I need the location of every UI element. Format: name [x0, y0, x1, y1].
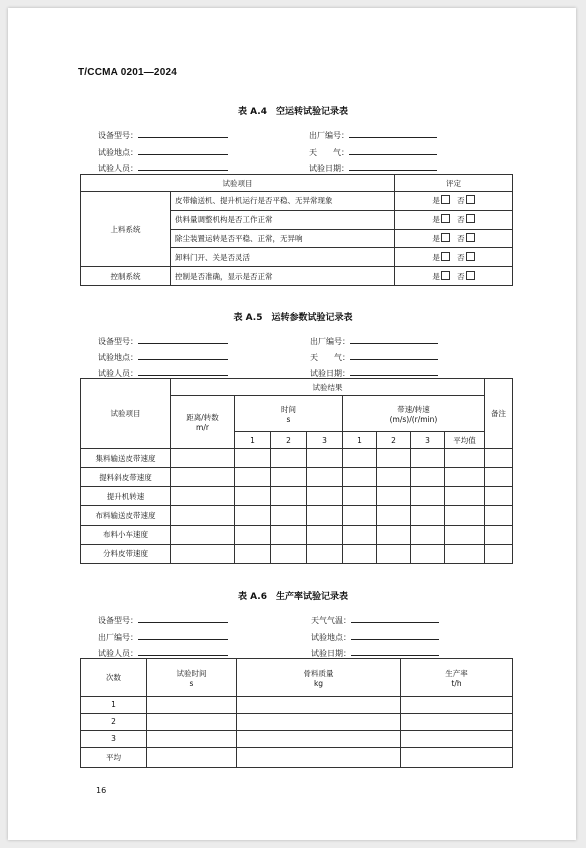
no-checkbox[interactable] — [466, 195, 475, 204]
a5-header-n1: 1 — [235, 432, 271, 449]
a5-header-note: 备注 — [485, 379, 513, 449]
a5-info-left-3: 试验人员： — [98, 366, 228, 379]
no-checkbox[interactable] — [466, 252, 475, 261]
a6-info-left-2: 出厂编号： — [98, 630, 228, 643]
a6-info-right-1: 天气气温： — [311, 613, 439, 626]
a4-row-item: 控制是否准确，显示是否正常 — [171, 267, 395, 286]
table-a5 — [80, 378, 513, 564]
a5-info-right-1: 出厂编号： — [310, 334, 438, 347]
table-a6-caption: 表 A.6 生产率试验记录表 — [238, 592, 348, 602]
table-a4-caption: 表 A.4 空运转试验记录表 — [238, 107, 348, 117]
yes-checkbox[interactable] — [441, 195, 450, 204]
a4-eval-cell: 是 否 — [395, 267, 513, 286]
a4-eval-cell: 是 否 — [395, 210, 513, 229]
a4-row-item: 卸料门开、关是否灵活 — [171, 248, 395, 267]
a4-row-item: 除尘装置运转是否平稳、正常，无异响 — [171, 229, 395, 248]
a4-info-left-1: 设备型号： — [98, 128, 228, 141]
a4-info-right-1: 出厂编号： — [309, 128, 437, 141]
a6-header-count: 次数 — [81, 659, 147, 697]
a4-group-feeding: 上料系统 — [81, 192, 171, 267]
a6-header-mass: 骨料质量 kg — [237, 659, 401, 697]
a6-row-label: 平均 — [81, 747, 147, 767]
table-a5-caption: 表 A.5 运转参数试验记录表 — [233, 313, 353, 323]
a5-row-label: 布料小车速度 — [81, 525, 171, 544]
table-a4 — [80, 174, 513, 286]
a5-header-n2: 2 — [271, 432, 307, 449]
a5-header-distance: 距离/转数 m/r — [171, 396, 235, 449]
a5-row-label: 布料输送皮带速度 — [81, 506, 171, 525]
a6-info-left-3: 试验人员： — [98, 646, 228, 659]
a5-info-right-3: 试验日期： — [310, 366, 438, 379]
a5-header-n2: 2 — [377, 432, 411, 449]
a5-header-time: 时间 s — [235, 396, 343, 432]
a4-info-left-3: 试验人员： — [98, 161, 228, 174]
table-a6 — [80, 658, 513, 768]
a6-row-label: 2 — [81, 713, 147, 730]
a5-header-speed: 带速/转速 (m/s)/(r/min) — [343, 396, 485, 432]
a5-header-result: 试验结果 — [171, 379, 485, 396]
a5-header-n3: 3 — [411, 432, 445, 449]
a6-row-label: 3 — [81, 730, 147, 747]
a5-row-label: 提升机转速 — [81, 487, 171, 506]
a4-header-eval: 评定 — [395, 175, 513, 192]
page-number: 16 — [96, 786, 107, 795]
standard-header: T/CCMA 0201—2024 — [78, 67, 177, 78]
yes-checkbox[interactable] — [441, 214, 450, 223]
a5-row-label: 分料皮带速度 — [81, 544, 171, 563]
yes-checkbox[interactable] — [441, 233, 450, 242]
a6-info-right-2: 试验地点： — [311, 630, 439, 643]
a4-group-control: 控制系统 — [81, 267, 171, 286]
no-checkbox[interactable] — [466, 271, 475, 280]
a4-info-left-2: 试验地点： — [98, 145, 228, 158]
yes-checkbox[interactable] — [441, 271, 450, 280]
a4-eval-cell: 是 否 — [395, 229, 513, 248]
a6-header-time: 试验时间 s — [147, 659, 237, 697]
a5-header-n3: 3 — [307, 432, 343, 449]
a5-info-left-2: 试验地点： — [98, 350, 228, 363]
a4-eval-cell: 是 否 — [395, 248, 513, 267]
a5-row-label: 集料输送皮带速度 — [81, 449, 171, 468]
a6-info-left-1: 设备型号： — [98, 613, 228, 626]
a4-header-item: 试验项目 — [81, 175, 395, 192]
a4-eval-cell: 是 否 — [395, 192, 513, 211]
a6-info-right-3: 试验日期： — [311, 646, 439, 659]
a4-info-right-3: 试验日期： — [309, 161, 437, 174]
no-checkbox[interactable] — [466, 214, 475, 223]
a6-row-label: 1 — [81, 697, 147, 714]
a5-header-average: 平均值 — [445, 432, 485, 449]
yes-checkbox[interactable] — [441, 252, 450, 261]
a4-info-right-2: 天 气： — [309, 145, 437, 158]
a5-info-right-2: 天 气： — [310, 350, 438, 363]
a5-info-left-1: 设备型号： — [98, 334, 228, 347]
a4-row-item: 皮带输送机、提升机运行是否平稳、无异常现象 — [171, 192, 395, 211]
a6-header-rate: 生产率 t/h — [401, 659, 513, 697]
no-checkbox[interactable] — [466, 233, 475, 242]
a5-header-item: 试验项目 — [81, 379, 171, 449]
a4-row-item: 供料量调整机构是否工作正常 — [171, 210, 395, 229]
a5-header-n1: 1 — [343, 432, 377, 449]
a5-row-label: 提料斜皮带速度 — [81, 468, 171, 487]
